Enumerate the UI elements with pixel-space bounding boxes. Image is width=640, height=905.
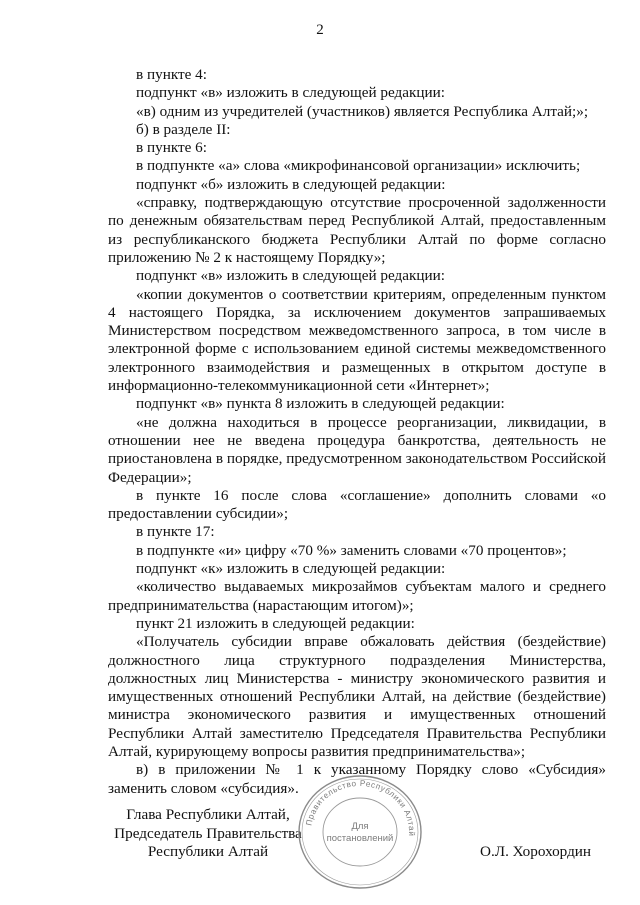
paragraph: б) в разделе II: xyxy=(136,120,231,138)
signatory-name: О.Л. Хорохордин xyxy=(480,843,592,860)
paragraph: пункт 21 изложить в следующей редакции: xyxy=(136,614,415,632)
paragraph: подпункт «в» изложить в следующей редакции: xyxy=(136,267,445,285)
paragraph: «Получатель субсидии вправе обжаловать действия (бездействие) должностного лица структурного подразделения Министерства, должностных лиц Министерства - министру экономического развития и имущественных отношений Республики Алтай, на действие (бездействие) министра экономического развития и имущественных отношений Республики Алтай заместителю Председателя Правительства Республики Алтай, курирующему вопросы развития предпринимательства»; xyxy=(108,633,606,760)
paragraph: подпункт «к» изложить в следующей редакции: xyxy=(136,560,446,578)
paragraph: в пункте 17: xyxy=(136,523,215,541)
paragraph: в подпункте «и» цифру «70 %» заменить словами «70 процентов»; xyxy=(136,541,567,559)
signatory-title-line: Председатель Правительства xyxy=(114,824,302,842)
paragraph: в пункте 6: xyxy=(136,139,207,157)
document-body xyxy=(108,66,606,798)
stamp-inner-text: Для xyxy=(351,821,369,832)
paragraph: в) в приложении № 1 к указанному Порядку слово «Субсидия» заменить словом «субсидия». xyxy=(108,761,606,797)
paragraph: «не должна находиться в процессе реорганизации, ликвидации, в отношении нее не введена процедура банкротства, деятельность не приостановлена в порядке, предусмотренном законодательством Российской Федерации»; xyxy=(108,413,606,486)
signatory-title-line: Глава Республики Алтай, xyxy=(126,806,290,823)
paragraph: в пункте 16 после слова «соглашение» дополнить словами «о предоставлении субсидии»; xyxy=(108,486,606,523)
paragraph: «количество выдаваемых микрозаймов субъектам малого и среднего предпринимательства (нарастающим итогом)»; xyxy=(108,578,606,614)
paragraph: подпункт «б» изложить в следующей редакции: xyxy=(136,175,446,193)
paragraph: в пункте 4: xyxy=(136,66,207,83)
page-number: 2 xyxy=(316,22,324,38)
official-stamp xyxy=(296,773,424,891)
paragraph: «копии документов о соответствии критериям, определенным пунктом 4 настоящего Порядка, за исключением документов запрашиваемых Министерством посредством межведомственного запроса, в том числе в электронной форме с использованием единой системы межведомственного электронного взаимодействия и размещенных в открытом доступе в информационно-телекоммуникационной сети «Интернет»; xyxy=(108,285,606,395)
signatory-title xyxy=(108,806,308,862)
stamp-inner-text: постановлений xyxy=(326,833,394,844)
paragraph: подпункт «в» пункта 8 изложить в следующей редакции: xyxy=(136,395,505,413)
paragraph: подпункт «в» изложить в следующей редакции: xyxy=(136,84,445,102)
signatory-title-line: Республики Алтай xyxy=(147,843,269,860)
paragraph: в подпункте «а» слова «микрофинансовой организации» исключить; xyxy=(136,157,581,175)
stamp-ring-text: Правительство Республики Алтай xyxy=(304,778,417,837)
paragraph: «справку, подтверждающую отсутствие просроченной задолженности по денежным обязательствам перед Республикой Алтай, предоставленным из республиканского бюджета Республики Алтай по форме согласно приложению № 2 к настоящему Порядку»; xyxy=(108,194,606,266)
paragraph: «в) одним из учредителей (участников) является Республика Алтай;»; xyxy=(136,102,589,120)
